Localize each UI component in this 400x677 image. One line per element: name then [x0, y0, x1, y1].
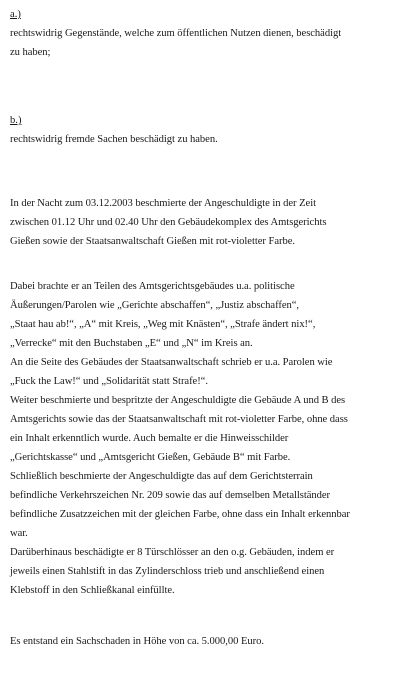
paragraph-line: zwischen 01.12 Uhr und 02.40 Uhr den Gebäudekomplex des Amtsgerichts: [10, 217, 327, 228]
paragraph-line: Weiter beschmierte und bespritzte der Angeschuldigte die Gebäude A und B des: [10, 395, 346, 406]
paragraph-line: befindliche Zusatzzeichen mit der gleichen Farbe, ohne dass ein Inhalt erkennbar: [10, 509, 350, 520]
paragraph-details: [10, 277, 396, 600]
section-b-line-1: rechtswidrig fremde Sachen beschädigt zu haben.: [10, 134, 218, 145]
paragraph-line: Klebstoff in den Schließkanal einfüllte.: [10, 585, 175, 596]
paragraph-line: „Gerichtskasse“ und „Amtsgericht Gießen, Gebäude B“ mit Farbe.: [10, 452, 291, 463]
section-a: [10, 4, 396, 62]
paragraph-line: Gießen sowie der Staatsanwaltschaft Gießen mit rot-violetter Farbe.: [10, 236, 295, 247]
section-b: [10, 110, 396, 149]
paragraph-line: befindliche Verkehrszeichen Nr. 209 sowie das auf demselben Metallständer: [10, 490, 331, 501]
paragraph-line: jeweils einen Stahlstift in das Zylinderschloss trieb und anschließend einen: [10, 566, 325, 577]
paragraph-line: war.: [10, 528, 28, 539]
paragraph-line: ein Inhalt erkenntlich wurde. Auch bemalte er die Hinweisschilder: [10, 433, 289, 444]
paragraph-incident: [10, 194, 396, 251]
paragraph-line: Amtsgerichts sowie das der Staatsanwaltschaft mit rot-violetter Farbe, ohne dass: [10, 414, 348, 425]
paragraph-line: Dabei brachte er an Teilen des Amtsgerichtsgebäudes u.a. politische: [10, 281, 295, 292]
paragraph-damage: [10, 632, 396, 651]
paragraph-line: In der Nacht zum 03.12.2003 beschmierte der Angeschuldigte in der Zeit: [10, 198, 316, 209]
paragraph-line: Darüberhinaus beschädigte er 8 Türschlösser an den o.g. Gebäuden, indem er: [10, 547, 335, 558]
section-a-label: a.): [10, 9, 21, 20]
section-b-label: b.): [10, 115, 22, 126]
paragraph-line: „Verrecke“ mit den Buchstaben „E“ und „N“ im Kreis an.: [10, 338, 253, 349]
paragraph-line: An die Seite des Gebäudes der Staatsanwaltschaft schrieb er u.a. Parolen wie: [10, 357, 333, 368]
paragraph-line: „Staat hau ab!“, „A“ mit Kreis, „Weg mit Knästen“, „Strafe ändert nix!“,: [10, 319, 316, 330]
paragraph-line: „Fuck the Law!“ und „Solidarität statt Strafe!“.: [10, 376, 208, 387]
paragraph-line: Äußerungen/Parolen wie „Gerichte abschaffen“, „Justiz abschaffen“,: [10, 300, 299, 311]
paragraph-line: Schließlich beschmierte der Angeschuldigte das auf dem Gerichtsterrain: [10, 471, 313, 482]
section-a-line-1: rechtswidrig Gegenstände, welche zum öffentlichen Nutzen dienen, beschädigt: [10, 28, 342, 39]
paragraph-line: Es entstand ein Sachschaden in Höhe von ca. 5.000,00 Euro.: [10, 636, 264, 647]
section-a-line-2: zu haben;: [10, 47, 51, 58]
